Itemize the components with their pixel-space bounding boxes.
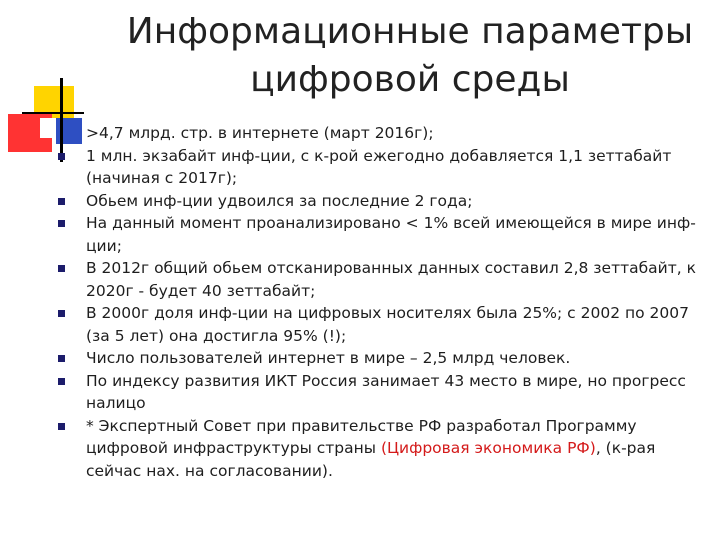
bullet-marker-icon — [58, 378, 65, 385]
slide-title — [110, 8, 710, 104]
bullet-marker-icon — [58, 153, 65, 160]
bullet-item — [0, 302, 720, 347]
bullet-item — [0, 257, 720, 302]
bullet-text-prefix: * Экспертный Совет при правительстве РФ разработал Программу цифровой инфраструктуры страны — [86, 416, 637, 457]
bullet-marker-icon — [58, 265, 65, 272]
bullet-item — [0, 145, 720, 190]
bullet-text: В 2000г доля инф-ции на цифровых носителях была 25%; с 2002 по 2007 (за 5 лет) она достигла 95% (!); — [86, 304, 689, 345]
bullet-item — [0, 347, 720, 370]
bullet-text: В 2012г общий обьем отсканированных данных составил 2,8 зеттабайт, к 2020г - будет 40 зеттабайт; — [86, 259, 696, 300]
bullet-item — [0, 122, 720, 145]
highlight-text: (Цифровая экономика РФ) — [380, 439, 596, 457]
bullet-item — [0, 370, 720, 415]
title-line-1: Информационные параметры — [126, 11, 694, 52]
bullet-text: >4,7 млрд. стр. в интернете (март 2016г); — [86, 124, 434, 142]
title-line-2: цифровой среды — [250, 59, 570, 100]
bullet-list — [0, 122, 720, 482]
bullet-item — [0, 212, 720, 257]
bullet-text: На данный момент проанализировано < 1% всей имеющейся в мире инф-ции; — [86, 214, 696, 255]
bullet-marker-icon — [58, 198, 65, 205]
bullet-text: Обьем инф-ции удвоился за последние 2 года; — [86, 191, 473, 210]
bullet-text: 1 млн. экзабайт инф-ции, с к-рой ежегодно добавляется 1,1 зеттабайт (начиная с 2017г); — [86, 146, 672, 187]
bullet-text: Число пользователей интернет в мире – 2,5 млрд человек. — [86, 349, 571, 367]
bullet-item-last — [0, 415, 720, 483]
bullet-marker-icon — [58, 355, 65, 362]
horizontal-line — [22, 112, 84, 114]
bullet-marker-icon — [58, 220, 65, 227]
bullet-marker-icon — [58, 423, 65, 430]
bullet-text-suffix: , (к-рая сейчас нах. на согласовании). — [86, 439, 656, 480]
bullet-marker-icon — [58, 310, 65, 317]
bullet-text: По индексу развития ИКТ Россия занимает 43 место в мире, но прогресс налицо — [86, 371, 686, 412]
bullet-item — [0, 190, 720, 213]
